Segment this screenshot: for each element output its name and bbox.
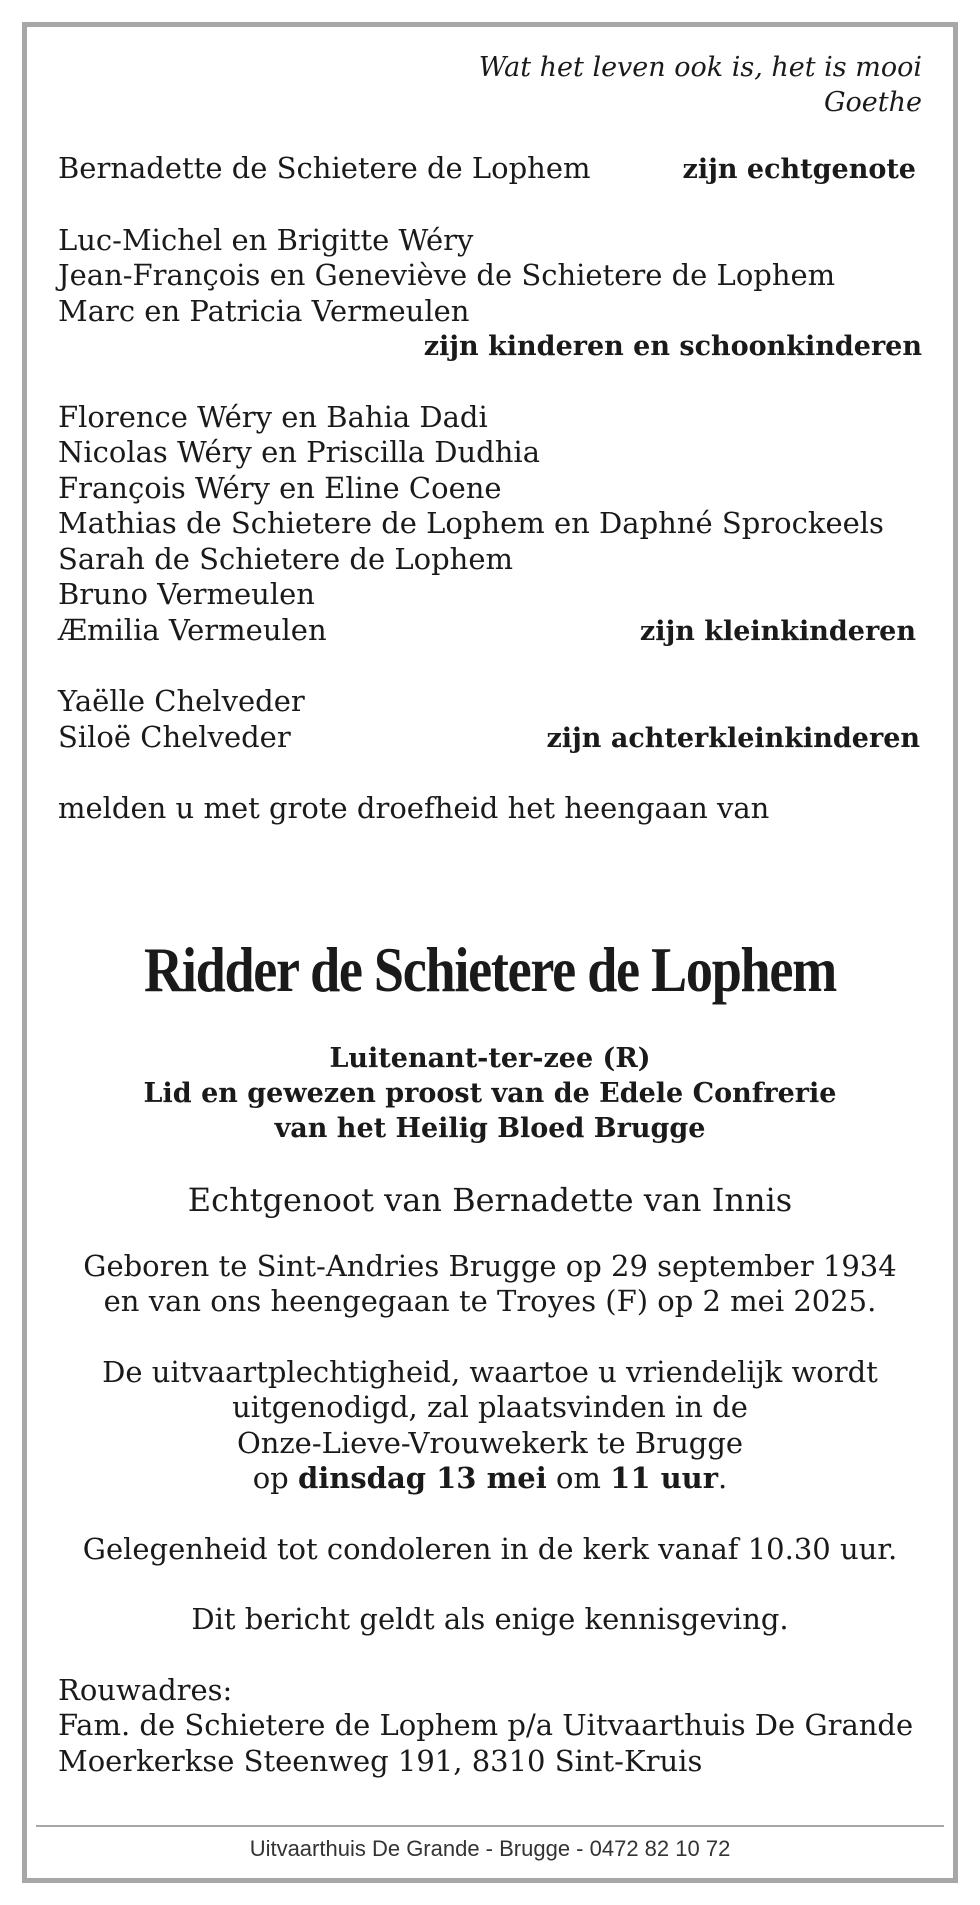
deceased-titles [58, 1041, 922, 1146]
obituary-content [58, 50, 922, 1779]
grandchildren-group [58, 400, 922, 650]
grandchildren-role: zijn kleinkinderen [639, 615, 916, 647]
funeral-time: 11 uur [610, 1461, 719, 1495]
children-group [58, 223, 922, 365]
title-line: Luitenant-ter-zee (R) [329, 1042, 651, 1074]
notice: Dit bericht geldt als enige kennisgeving. [191, 1602, 789, 1636]
funeral-mid: om [546, 1461, 611, 1495]
funeral-details [58, 1355, 922, 1497]
children-name: Luc-Michel en Brigitte Wéry [58, 222, 474, 257]
funeral-prefix: op [252, 1461, 298, 1495]
death-line: en van ons heengegaan te Troyes (F) op 2 mei 2025. [103, 1284, 877, 1318]
funeral-line: Onze-Lieve-Vrouwekerk te Brugge [236, 1425, 744, 1460]
grandchild-name: Sarah de Schietere de Lophem [58, 541, 513, 576]
spouse-role: zijn echtgenote [682, 154, 916, 185]
footer-contact: Uitvaarthuis De Grande - Brugge - 0472 82 10 72 [249, 1836, 731, 1861]
motto [58, 50, 922, 120]
announcement: melden u met grote droefheid het heengaan van [58, 791, 770, 825]
great-grandchild-name: Yaëlle Chelveder [58, 684, 305, 718]
footer-divider [36, 1825, 944, 1827]
great-grandchild-name: Siloë Chelveder [58, 719, 291, 754]
funeral-line: uitgenodigd, zal plaatsvinden in de [232, 1390, 748, 1424]
funeral-line: De uitvaartplechtigheid, waartoe u vriendelijk wordt [102, 1354, 878, 1389]
grandchild-name: Bruno Vermeulen [58, 577, 315, 611]
grandchild-name: Mathias de Schietere de Lophem en Daphné Sprockeels [58, 506, 884, 540]
children-name: Marc en Patricia Vermeulen [58, 293, 470, 328]
deceased-name: Ridder de Schietere de Lophem [143, 934, 836, 1005]
grandchild-name: Florence Wéry en Bahia Dadi [58, 399, 488, 434]
motto-quote: Wat het leven ook is, het is mooi [478, 52, 922, 83]
funeral-suffix: . [718, 1461, 728, 1495]
spouse-group [58, 151, 922, 188]
condolences: Gelegenheid tot condoleren in de kerk vanaf 10.30 uur. [82, 1531, 898, 1566]
grandchild-name: Æmilia Vermeulen [58, 612, 327, 647]
spouse-name: Bernadette de Schietere de Lophem [58, 151, 591, 185]
funeral-datetime [58, 1461, 922, 1497]
birth-death [58, 1249, 922, 1320]
motto-author: Goethe [823, 87, 922, 118]
funeral-day: dinsdag 13 mei [297, 1461, 547, 1495]
address-block [58, 1673, 922, 1780]
great-grandchildren-group [58, 684, 922, 756]
address-line: Fam. de Schietere de Lophem p/a Uitvaarthuis De Grande [58, 1708, 914, 1742]
address-line: Moerkerkse Steenweg 191, 8310 Sint-Kruis [58, 1743, 703, 1778]
title-line: van het Heilig Bloed Brugge [274, 1112, 706, 1144]
grandchild-name: François Wéry en Eline Coene [58, 470, 502, 505]
grandchild-name: Nicolas Wéry en Priscilla Dudhia [58, 435, 540, 469]
children-name: Jean-François en Geneviève de Schietere de Lophem [58, 258, 836, 292]
birth-line: Geboren te Sint-Andries Brugge op 29 september 1934 [83, 1248, 897, 1283]
children-role: zijn kinderen en schoonkinderen [423, 331, 922, 362]
great-grandchildren-role: zijn achterkleinkinderen [546, 722, 920, 754]
spouse-line: Echtgenoot van Bernadette van Innis [187, 1180, 793, 1219]
address-label: Rouwadres: [58, 1672, 233, 1707]
title-line: Lid en gewezen proost van de Edele Confrerie [143, 1077, 837, 1109]
